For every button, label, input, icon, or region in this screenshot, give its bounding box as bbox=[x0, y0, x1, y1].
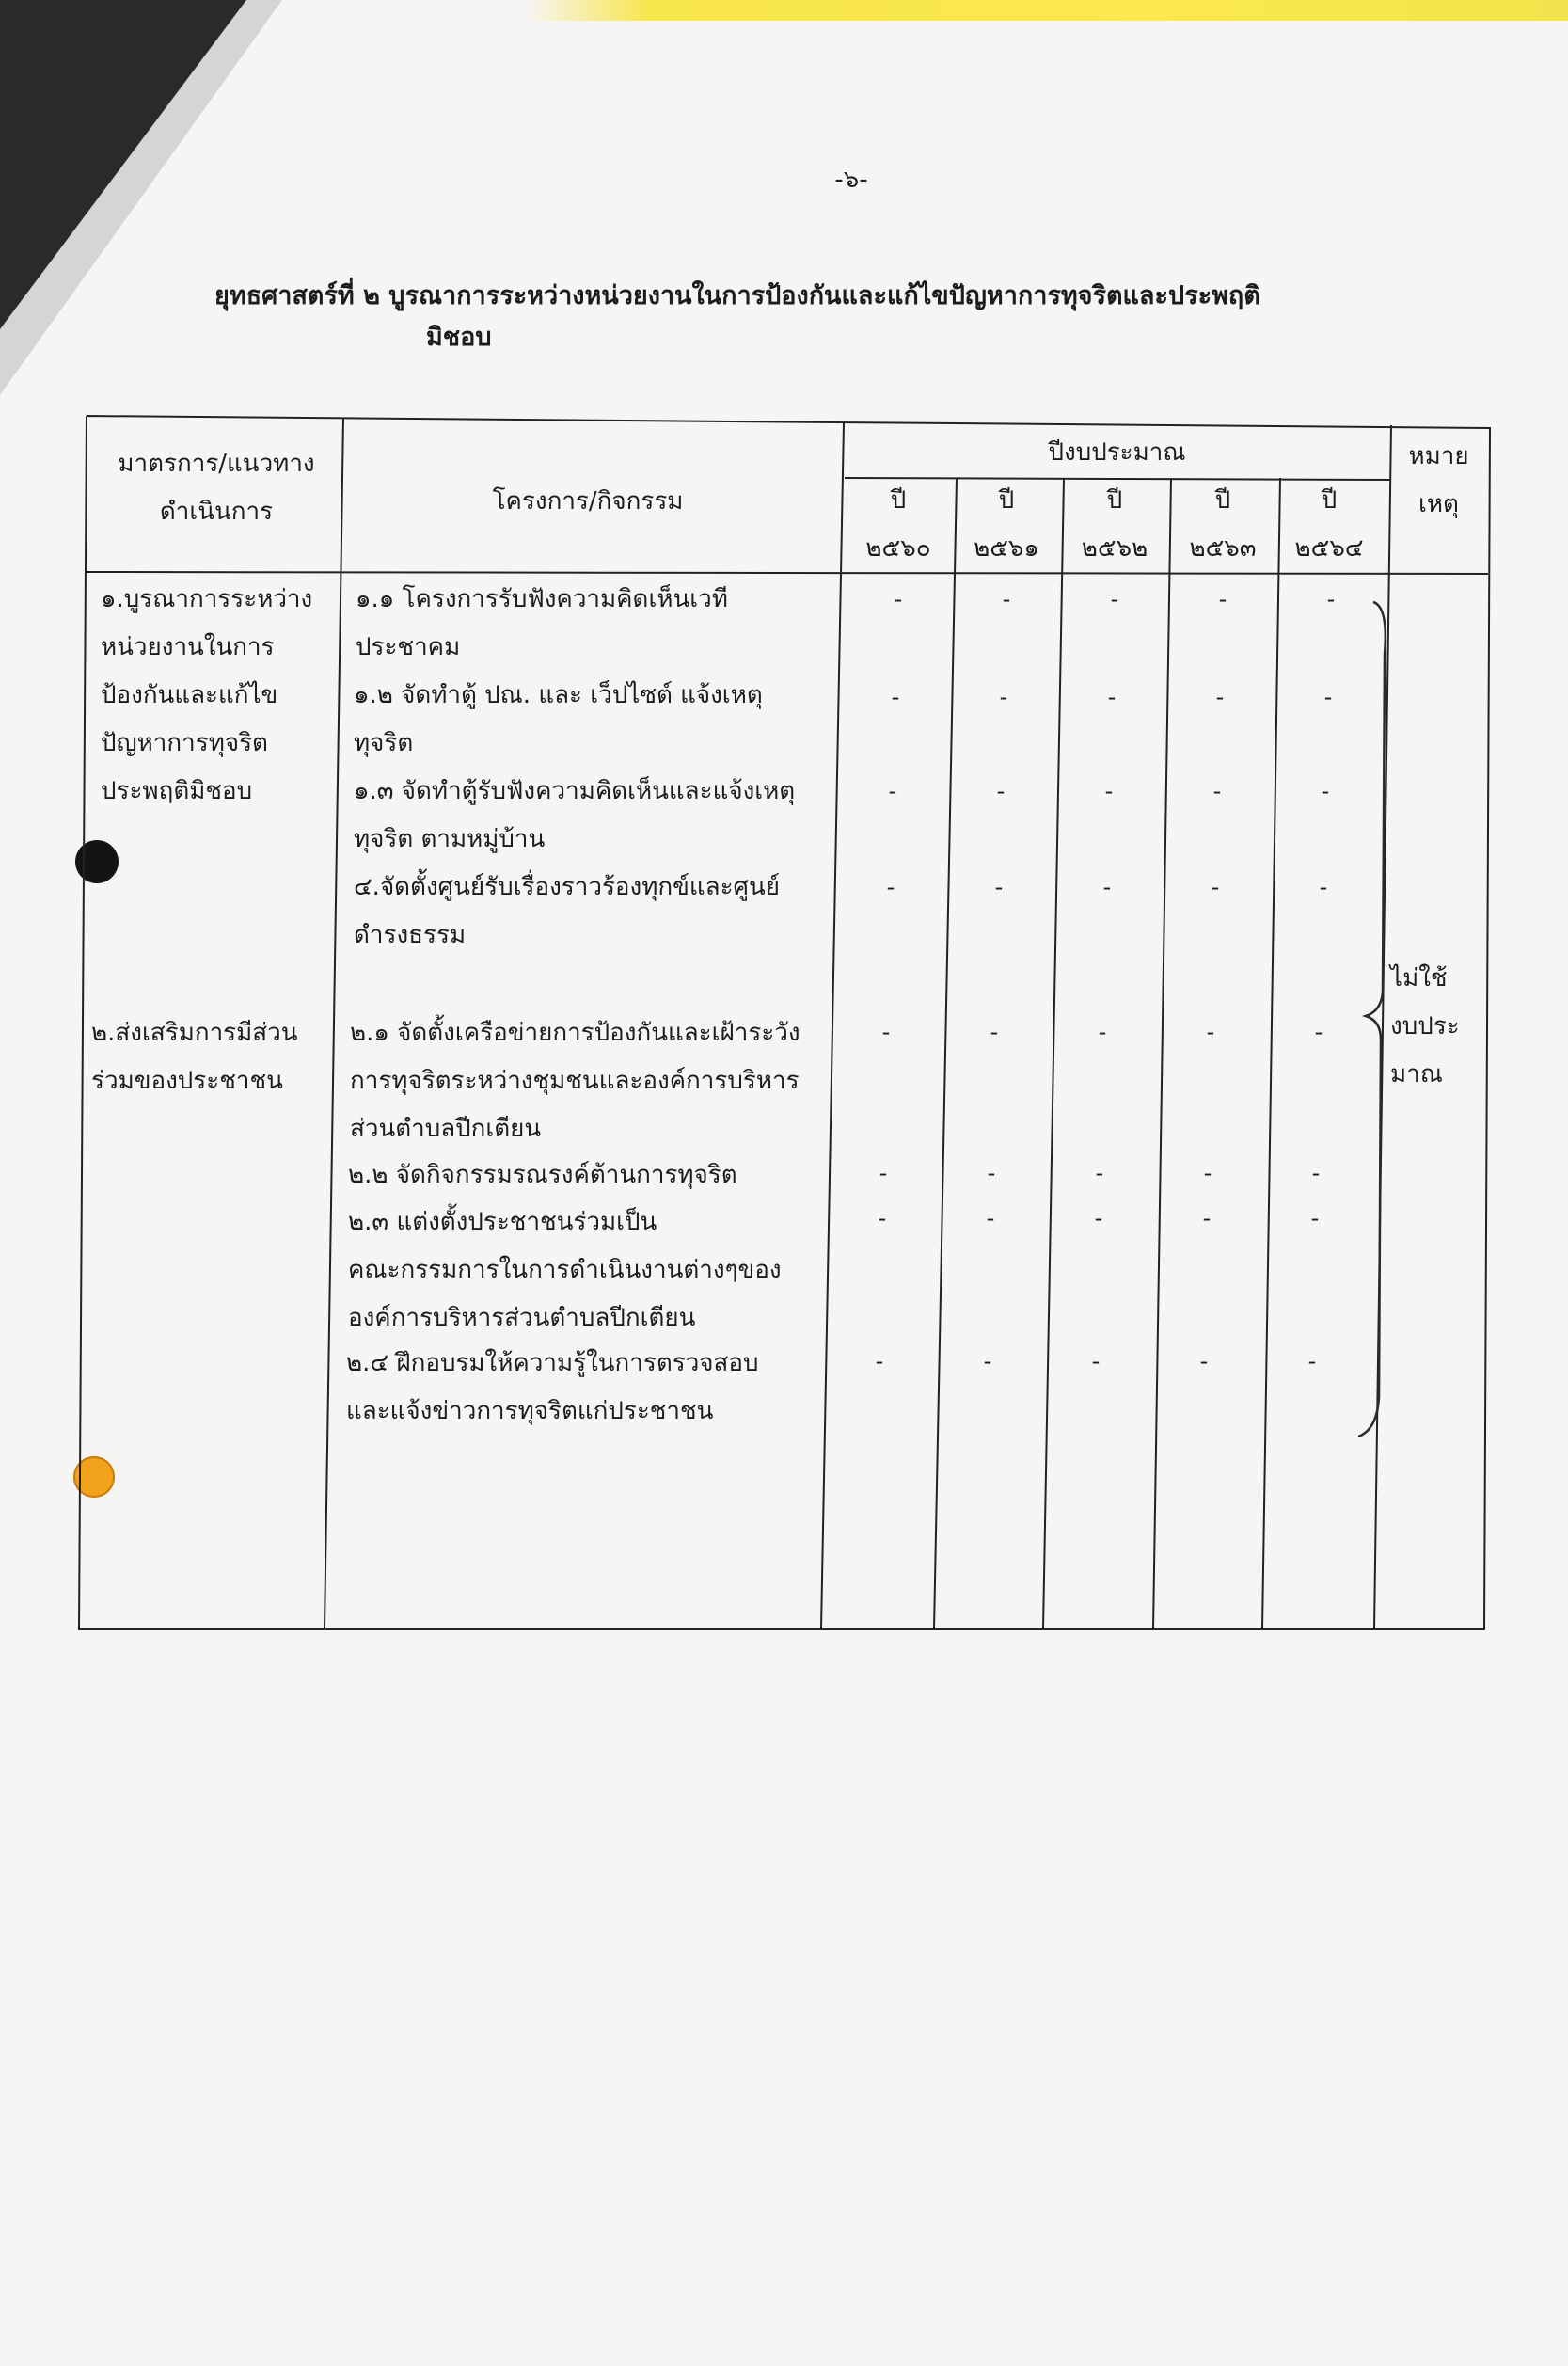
remark-note-line: งบประ bbox=[1390, 1012, 1460, 1040]
year-value: ๒๕๖๓ bbox=[1189, 534, 1257, 563]
budget-cell: - bbox=[1326, 586, 1336, 612]
budget-cell: - bbox=[881, 1019, 891, 1045]
year-value: ๒๕๖๑ bbox=[974, 534, 1039, 563]
header-project: โครงการ/กิจกรรม bbox=[492, 487, 684, 516]
activity-line: การทุจริตระหว่างชุมชนและองค์การบริหาร bbox=[350, 1067, 800, 1095]
budget-cell: - bbox=[1095, 1160, 1104, 1186]
remark-note-line: ไม่ใช้ bbox=[1390, 964, 1448, 992]
budget-cell: - bbox=[878, 1205, 887, 1231]
budget-cell: - bbox=[1215, 684, 1225, 710]
year-prefix: ปี bbox=[1321, 486, 1338, 515]
activity-1-2 bbox=[354, 672, 763, 768]
measure-line: ร่วมของประชาชน bbox=[91, 1067, 283, 1095]
activity-line: คณะกรรมการในการดำเนินงานต่างๆของ bbox=[348, 1256, 782, 1284]
remark-note bbox=[1390, 955, 1475, 1099]
budget-cell: - bbox=[1310, 1205, 1320, 1231]
budget-cell: - bbox=[894, 586, 903, 612]
measure-line: ประพฤติมิชอบ bbox=[101, 777, 253, 805]
page-number: -๖- bbox=[834, 166, 868, 194]
year-prefix: ปี bbox=[1106, 486, 1123, 515]
measure-line: ปัญหาการทุจริต bbox=[101, 729, 268, 757]
measure-1 bbox=[101, 576, 312, 816]
activity-2-4 bbox=[346, 1340, 759, 1436]
header-measure-line: ดำเนินการ bbox=[159, 498, 274, 526]
activity-line: ทุจริต bbox=[354, 729, 414, 757]
budget-cell: - bbox=[999, 684, 1008, 710]
header-remark bbox=[1394, 433, 1483, 529]
header-measure-line: มาตรการ/แนวทาง bbox=[118, 450, 315, 478]
budget-cell: - bbox=[990, 1019, 999, 1045]
activity-2-2 bbox=[348, 1151, 737, 1199]
measure-line: ๒.ส่งเสริมการมีส่วน bbox=[91, 1019, 298, 1047]
activity-line: ทุจริต ตามหมู่บ้าน bbox=[354, 825, 546, 853]
measure-line: ๑.บูรณาการระหว่าง bbox=[101, 585, 313, 613]
budget-cell: - bbox=[1202, 1205, 1212, 1231]
budget-cell: - bbox=[1107, 684, 1117, 710]
header-budget-year: ปีงบประมาณ bbox=[1048, 438, 1186, 467]
budget-cell: - bbox=[1098, 1019, 1107, 1045]
budget-cell: - bbox=[994, 874, 1004, 900]
activity-line: และแจ้งข่าวการทุจริตแก่ประชาชน bbox=[346, 1397, 714, 1425]
budget-cell: - bbox=[1218, 586, 1227, 612]
activity-line: ๑.๒ จัดทำตู้ ปณ. และ เว็ปไซต์ แจ้งเหตุ bbox=[354, 681, 763, 709]
budget-cell: - bbox=[983, 1348, 992, 1374]
budget-cell: - bbox=[996, 778, 1006, 804]
year-prefix: ปี bbox=[998, 486, 1015, 515]
budget-cell: - bbox=[891, 684, 900, 710]
year-value: ๒๕๖๐ bbox=[865, 534, 931, 563]
strategy-title: ยุทธศาสตร์ที่ ๒ บูรณาการระหว่างหน่วยงานในการป้องกันและแก้ไขปัญหาการทุจริตและประพฤติ bbox=[214, 281, 1260, 310]
activity-line: ๒.๒ จัดกิจกรรมรณรงค์ต้านการทุจริต bbox=[348, 1161, 737, 1189]
activity-line: ๑.๓ จัดทำตู้รับฟังความคิดเห็นและแจ้งเหตุ bbox=[354, 777, 796, 805]
budget-cell: - bbox=[1311, 1160, 1321, 1186]
budget-cell: - bbox=[1321, 778, 1330, 804]
budget-cell: - bbox=[1211, 874, 1220, 900]
budget-cell: - bbox=[1102, 874, 1112, 900]
budget-cell: - bbox=[1110, 586, 1119, 612]
budget-cell: - bbox=[987, 1160, 996, 1186]
budget-cell: - bbox=[888, 778, 897, 804]
budget-cell: - bbox=[1002, 586, 1011, 612]
header-year-2560 bbox=[851, 477, 945, 573]
year-value: ๒๕๖๔ bbox=[1294, 534, 1364, 563]
header-remark-line: หมาย bbox=[1408, 442, 1469, 470]
budget-cell: - bbox=[1206, 1019, 1215, 1045]
budget-cell: - bbox=[1203, 1160, 1212, 1186]
budget-cell: - bbox=[879, 1160, 888, 1186]
budget-cell: - bbox=[1199, 1348, 1209, 1374]
budget-cell: - bbox=[1319, 874, 1328, 900]
handwritten-brace bbox=[1354, 597, 1392, 1444]
activity-2-1 bbox=[350, 1009, 800, 1153]
activity-2-3 bbox=[348, 1199, 782, 1342]
budget-cell: - bbox=[1323, 684, 1333, 710]
budget-cell: - bbox=[1104, 778, 1114, 804]
year-prefix: ปี bbox=[890, 486, 907, 515]
activity-line: ดำรงธรรม bbox=[354, 921, 467, 949]
activity-line: ส่วนตำบลปีกเตียน bbox=[350, 1115, 542, 1143]
budget-cell: - bbox=[1094, 1205, 1103, 1231]
activity-1-4 bbox=[354, 864, 780, 960]
header-year-2563 bbox=[1176, 477, 1270, 573]
activity-line: ๑.๑ โครงการรับฟังความคิดเห็นเวที bbox=[356, 585, 728, 613]
measure-line: ป้องกันและแก้ไข bbox=[101, 681, 278, 709]
budget-cell: - bbox=[875, 1348, 884, 1374]
year-value: ๒๕๖๒ bbox=[1081, 534, 1148, 563]
budget-cell: - bbox=[986, 1205, 995, 1231]
header-measure bbox=[94, 440, 339, 536]
budget-cell: - bbox=[1314, 1019, 1323, 1045]
measure-2 bbox=[91, 1009, 298, 1105]
header-year-2562 bbox=[1068, 477, 1162, 573]
activity-line: ๒.๔ ฝึกอบรมให้ความรู้ในการตรวจสอบ bbox=[346, 1349, 759, 1377]
header-year-2564 bbox=[1282, 477, 1376, 573]
activity-line: ๒.๓ แต่งตั้งประชาชนร่วมเป็น bbox=[348, 1208, 657, 1236]
strategy-title-continued: มิชอบ bbox=[426, 323, 492, 352]
budget-cell: - bbox=[1307, 1348, 1317, 1374]
budget-cell: - bbox=[886, 874, 895, 900]
activity-line: ๒.๑ จัดตั้งเครือข่ายการป้องกันและเฝ้าระวัง bbox=[350, 1019, 800, 1047]
header-remark-line: เหตุ bbox=[1418, 490, 1459, 518]
activity-1-3 bbox=[354, 768, 795, 864]
activity-line: องค์การบริหารส่วนตำบลปีกเตียน bbox=[348, 1304, 696, 1332]
activity-line: ๔.จัดตั้งศูนย์รับเรื่องราวร้องทุกข์และศูนย์ bbox=[354, 873, 781, 901]
remark-note-line: มาณ bbox=[1390, 1060, 1443, 1088]
year-prefix: ปี bbox=[1214, 486, 1231, 515]
activity-1-1 bbox=[356, 576, 728, 672]
activity-line: ประชาคม bbox=[356, 633, 461, 661]
budget-cell: - bbox=[1212, 778, 1222, 804]
budget-cell: - bbox=[1091, 1348, 1101, 1374]
header-year-2561 bbox=[959, 477, 1053, 573]
measure-line: หน่วยงานในการ bbox=[101, 633, 275, 661]
